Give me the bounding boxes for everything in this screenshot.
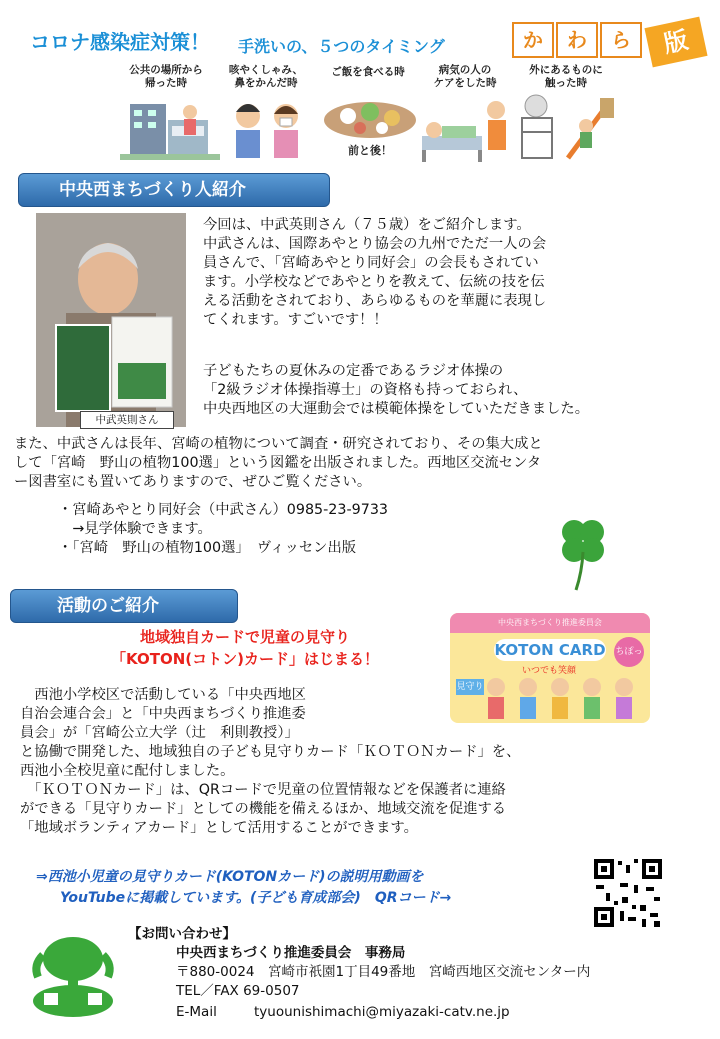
contact-address: 〒880-0024 宮崎市祇園1丁目49番地 宮崎西地区交流センター内 <box>176 964 591 980</box>
clover-icon <box>552 512 616 592</box>
photo-caption: 中武英則さん <box>80 411 174 429</box>
timing-caption-cough: 咳やくしゃみ、 鼻をかんだ時 <box>228 64 304 89</box>
edition-char-1: か <box>512 22 554 58</box>
card-children-illustration <box>480 675 640 721</box>
cough-sneeze-illustration <box>226 92 310 162</box>
contact-email[interactable]: tyuounishimachi@miyazaki‐catv.ne.jp <box>254 1004 510 1020</box>
card-top-text: 中央西まちづくり推進委員会 <box>498 618 602 627</box>
koton-paragraph-start: 西池小学校区で活動している「中央西地区 自治会連合会」と「中央西まちづくり推進委 員会」が「宮崎公立大学（辻 利則教授）」 <box>20 687 306 741</box>
edition-char-3: ら <box>600 22 642 58</box>
contact-organization: 中央西まちづくり推進委員会 事務局 <box>176 945 406 961</box>
contact-email-label: E-Mail <box>176 1004 217 1020</box>
plants-paragraph: また、中武さんは長年、宮崎の植物について調査・研究されており、その集大成と して「宮崎 野山の植物100選」という図鑑を出版されました。西地区交流センタ ー図書室にも置いてありますので、ぜひご覧ください。 <box>14 436 543 490</box>
timing-caption-care: 病気の人の ケアをした時 <box>433 64 497 89</box>
contact-tel-fax: TEL／FAX 69-0507 <box>176 983 300 999</box>
timing-caption-outside: 外にあるものに 触った時 <box>529 64 603 89</box>
card-title: KOTON CARD <box>494 641 606 659</box>
youtube-note: ⇒西池小児童の見守りカード(KOTONカード)の説明用動画を YouTubeに掲載しています。(子ども育成部会) QRコード→ <box>36 869 452 906</box>
meal-illustration <box>322 90 418 142</box>
corona-title: コロナ感染症対策！ <box>30 30 210 54</box>
edition-char-2: わ <box>556 22 598 58</box>
section2-heading: 活動のご紹介 <box>10 589 238 623</box>
organization-logo <box>28 925 118 1021</box>
public-place-illustration <box>120 92 220 162</box>
koton-paragraph-rest: と協働で開発した、地域独自の子ども見守りカード「ＫＯＴＯＮカード」を、 西池小全校児童に配付しました。 「ＫＯＴＯＮカード」は、QRコードで児童の位置情報などを保護者に連絡 ができる「見守りカード」としての機能を備えるほか、地域交流を促進する 「地域ボランティアカード」として活用することができます。 <box>20 744 521 836</box>
koton-headline: 地域独自カードで児童の見守り 「KOTON(コトン)カード」はじまる！ <box>111 628 379 668</box>
corona-subtitle: 手洗いの、５つのタイミング <box>238 37 445 56</box>
intro-paragraph: 今回は、中武英則さん（７５歳）をご紹介します。 中武さんは、国際あやとり協会の九州でただ一人の会 員さんで、「宮崎あやとり同好会」の会長もされてい ます。小学校などであやとりを教えて、伝統の技を伝 える活動をされており、あらゆるものを華麗に表現し てくれます。すごいです！！ <box>203 217 547 328</box>
outside-illustration <box>516 92 620 164</box>
meal-note: 前と後！ <box>348 144 392 157</box>
info-bullets: ・宮崎あやとり同好会（中武さん）0985-23-9733 →見学体験できます。 ・「宮崎 野山の植物100選」 ヴィッセン出版 <box>58 502 389 556</box>
contact-header: 【お問い合わせ】 <box>128 926 236 942</box>
edition-badge: 版 <box>644 17 707 68</box>
person-photo <box>36 213 186 427</box>
card-badge: ちぽっ <box>614 637 644 667</box>
qr-code[interactable] <box>592 857 664 929</box>
timing-caption-public: 公共の場所から 帰った時 <box>129 64 203 89</box>
person-photo-drawing <box>36 213 186 427</box>
radio-exercise-paragraph: 子どもたちの夏休みの定番であるラジオ体操の 「2級ラジオ体操指導士」の資格も持っておられ、 中央西地区の大運動会では模範体操をしていただきました。 <box>203 363 590 417</box>
card-side-tag: 見守り <box>456 679 484 695</box>
section1-heading: 中央西まちづくり人紹介 <box>18 173 330 207</box>
koton-card-image <box>450 613 650 723</box>
care-illustration <box>418 92 514 164</box>
card-tagline: いつでも笑顔 <box>522 666 577 676</box>
timing-caption-meal: ご飯を食べる時 <box>331 66 405 78</box>
